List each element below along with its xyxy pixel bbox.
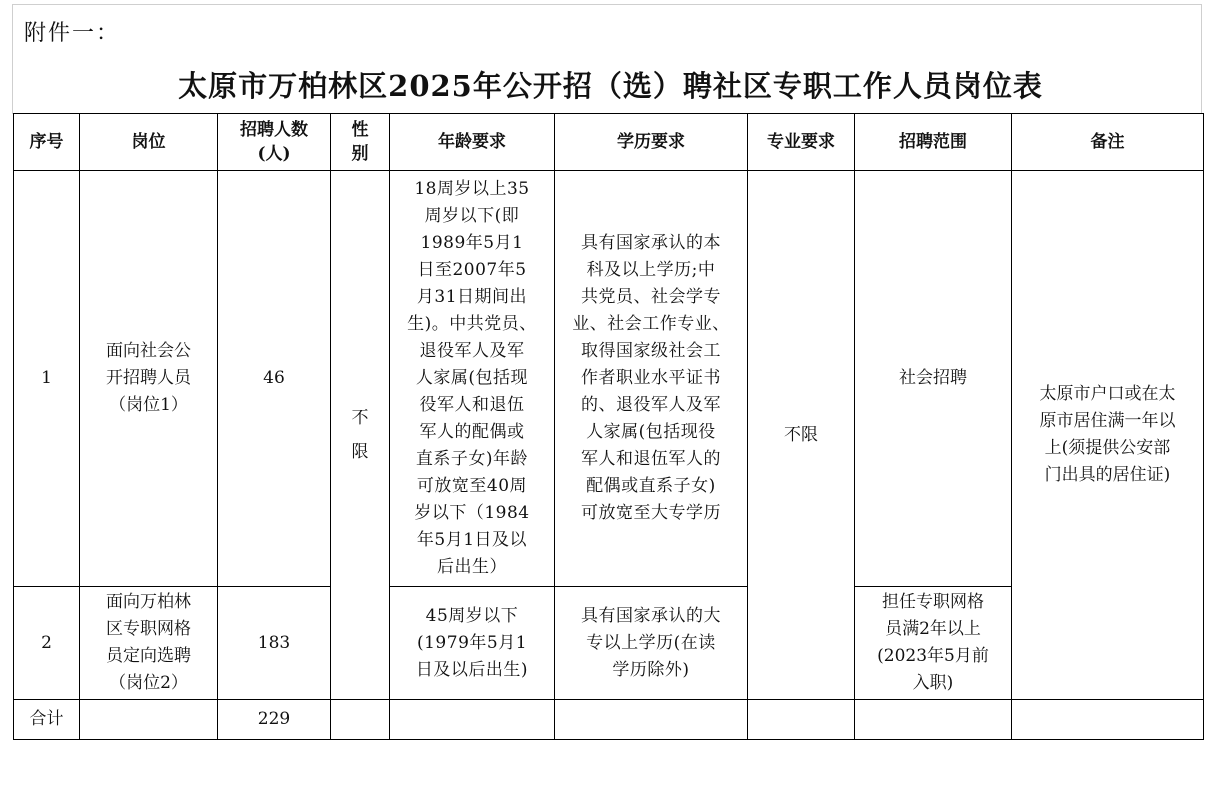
gender-text: 不 bbox=[351, 408, 369, 428]
row2-scope-line: (2023年5月前 bbox=[877, 646, 989, 666]
header-gender-line2: 别 bbox=[351, 144, 369, 164]
remark-line: 太原市户口或在太 bbox=[1039, 384, 1176, 404]
row1-age-line: 退役军人及军 bbox=[419, 341, 525, 361]
row1-age-line: 月31日期间出 bbox=[416, 287, 528, 307]
row1-education-line: 的、退役军人及军 bbox=[581, 395, 721, 415]
row1-education-line: 业、社会工作专业、 bbox=[572, 314, 730, 334]
remark-line: 上(须提供公安部 bbox=[1044, 438, 1171, 458]
header-count-line1: 招聘人数 bbox=[240, 120, 308, 140]
header-post: 岗位 bbox=[80, 114, 218, 171]
header-scope: 招聘范围 bbox=[855, 114, 1012, 171]
row2-scope bbox=[855, 587, 1012, 700]
header-age: 年龄要求 bbox=[390, 114, 555, 171]
row1-education-line: 可放宽至大专学历 bbox=[581, 503, 721, 523]
row1-education-line: 共党员、社会学专 bbox=[581, 287, 721, 307]
header-count bbox=[218, 114, 331, 171]
row1-scope: 社会招聘 bbox=[855, 171, 1012, 587]
row2-age-line: 45周岁以下 bbox=[425, 605, 519, 626]
row2-age-line: 日及以后出生) bbox=[415, 659, 529, 680]
row1-post bbox=[80, 171, 218, 587]
remark-cell bbox=[1012, 171, 1204, 700]
row2-count: 183 bbox=[218, 587, 331, 700]
row1-age-line: 可放宽至40周 bbox=[416, 476, 528, 496]
row1-age-line: 岁以下（1984 bbox=[414, 503, 530, 523]
total-label: 合计 bbox=[14, 700, 80, 740]
row2-education bbox=[555, 587, 748, 700]
row2-education-line: 学历除外) bbox=[612, 659, 690, 680]
row2-post-line: （岗位2） bbox=[109, 673, 188, 693]
row2-post-line: 面向万柏林 bbox=[106, 592, 191, 612]
total-empty bbox=[748, 700, 855, 740]
row1-education-line: 作者职业水平证书 bbox=[581, 368, 721, 388]
row2-post-line: 区专职网格 bbox=[106, 619, 191, 639]
row1-age-line: 后出生） bbox=[437, 557, 507, 577]
row1-education-line: 具有国家承认的本 bbox=[581, 233, 721, 253]
row2-scope-line: 员满2年以上 bbox=[885, 619, 981, 639]
row2-age bbox=[390, 587, 555, 700]
total-empty bbox=[390, 700, 555, 740]
header-remark: 备注 bbox=[1012, 114, 1204, 171]
row1-age-line: 18周岁以上35 bbox=[414, 179, 530, 199]
row1-education-line: 配偶或直系子女) bbox=[586, 476, 716, 496]
header-major: 专业要求 bbox=[748, 114, 855, 171]
row1-education-line: 人家属(包括现役 bbox=[586, 422, 716, 442]
page-title: 太原市万柏林区2025年公开招（选）聘社区专职工作人员岗位表 bbox=[178, 69, 1043, 103]
row1-seq: 1 bbox=[14, 171, 80, 587]
header-count-line2: (人) bbox=[257, 144, 291, 164]
row1-post-line: 面向社会公 bbox=[106, 341, 191, 361]
row1-education-line: 取得国家级社会工 bbox=[581, 341, 721, 361]
total-empty bbox=[855, 700, 1012, 740]
total-empty bbox=[80, 700, 218, 740]
total-empty bbox=[1012, 700, 1204, 740]
total-row bbox=[14, 700, 1204, 740]
gender-text: 限 bbox=[351, 442, 369, 462]
total-empty bbox=[331, 700, 390, 740]
remark-line: 原市居住满一年以 bbox=[1039, 411, 1176, 431]
gender-cell bbox=[331, 171, 390, 700]
row1-education-line: 科及以上学历;中 bbox=[586, 260, 716, 280]
header-education: 学历要求 bbox=[555, 114, 748, 171]
row1-age-line: 日至2007年5 bbox=[417, 260, 527, 280]
header-gender bbox=[331, 114, 390, 171]
row2-scope-line: 入职) bbox=[912, 673, 954, 693]
positions-table bbox=[13, 113, 1204, 740]
header-seq: 序号 bbox=[14, 114, 80, 171]
row1-age-line: 周岁以下(即 bbox=[424, 206, 520, 226]
row1-age-line: 年5月1日及以 bbox=[416, 530, 528, 550]
row1-education bbox=[555, 171, 748, 587]
row1-age bbox=[390, 171, 555, 587]
row1-age-line: 1989年5月1 bbox=[420, 233, 524, 253]
table-row bbox=[14, 171, 1204, 587]
attachment-label: 附件一： bbox=[24, 21, 121, 46]
remark-line: 门出具的居住证) bbox=[1044, 465, 1171, 485]
row2-education-line: 具有国家承认的大 bbox=[581, 605, 721, 626]
row1-education-line: 军人和退伍军人的 bbox=[581, 449, 721, 469]
row1-post-line: （岗位1） bbox=[109, 395, 188, 415]
header-gender-line1: 性 bbox=[351, 120, 369, 140]
row2-seq: 2 bbox=[14, 587, 80, 700]
row2-scope-line: 担任专职网格 bbox=[882, 592, 984, 612]
total-empty bbox=[555, 700, 748, 740]
row1-post-line: 开招聘人员 bbox=[106, 368, 191, 388]
row1-age-line: 直系子女)年龄 bbox=[415, 449, 529, 469]
row1-age-line: 役军人和退伍 bbox=[419, 395, 525, 415]
row1-age-line: 军人的配偶或 bbox=[419, 422, 525, 442]
row2-age-line: (1979年5月1 bbox=[416, 632, 528, 653]
row2-post-line: 员定向选聘 bbox=[106, 646, 191, 666]
row2-education-line: 专以上学历(在读 bbox=[586, 632, 716, 653]
header-row bbox=[14, 114, 1204, 171]
row2-post bbox=[80, 587, 218, 700]
total-count: 229 bbox=[218, 700, 331, 740]
row1-age-line: 人家属(包括现 bbox=[415, 368, 529, 388]
row1-age-line: 生)。中共党员、 bbox=[407, 314, 537, 334]
row1-count: 46 bbox=[218, 171, 331, 587]
major-cell: 不限 bbox=[748, 171, 855, 700]
